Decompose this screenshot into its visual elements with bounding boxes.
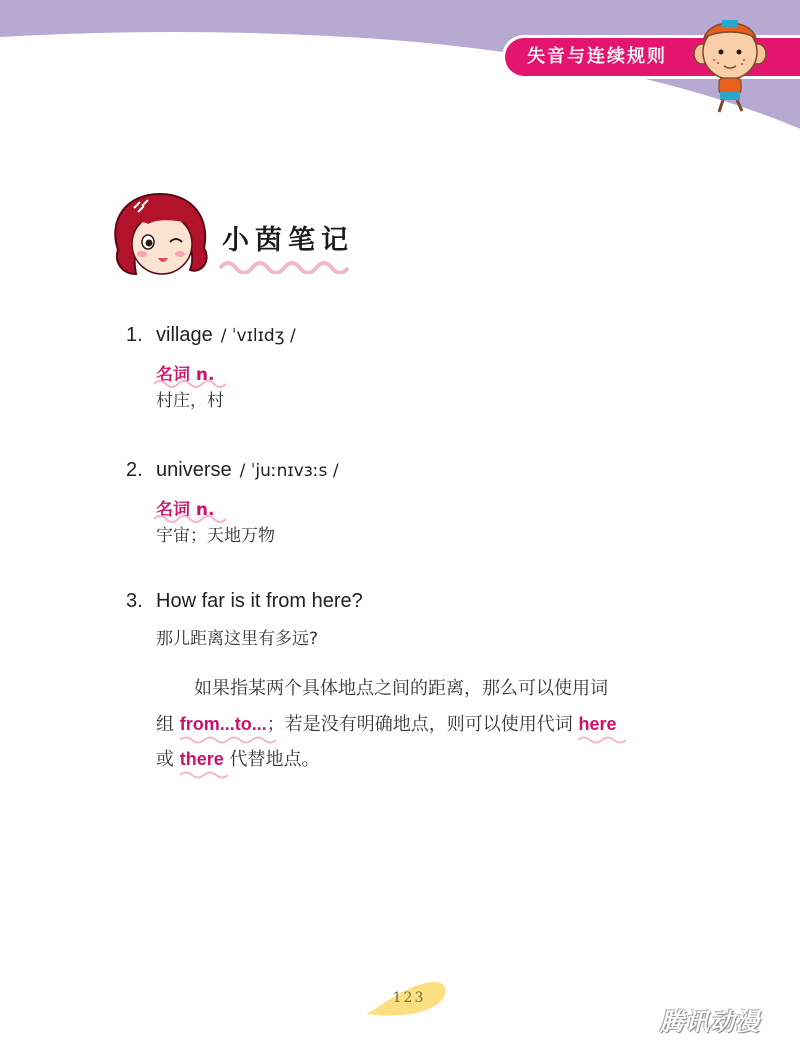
item-phonetic: / ˈjuːnɪvɜːs / <box>239 461 339 481</box>
item-gloss: 那儿距离这里有多远? <box>156 629 319 649</box>
item-word: village <box>156 324 213 346</box>
keyword-wave-decoration <box>576 735 634 744</box>
chapter-title: 失音与连续规则 <box>527 46 667 67</box>
keyword-wave-decoration <box>178 770 238 779</box>
note-heading: 小茵笔记 <box>222 225 354 256</box>
item-word: universe <box>156 459 232 481</box>
explanation-line-2 <box>156 710 696 736</box>
heading-wave-decoration <box>218 256 350 274</box>
phrase-item-how-far <box>126 590 363 613</box>
keyword-there: there <box>179 749 224 769</box>
vocab-item-village <box>126 324 296 347</box>
boy-mascot-icon <box>692 14 768 114</box>
part-of-speech: 名词 n. <box>156 365 215 385</box>
keyword-here: here <box>578 714 617 734</box>
part-of-speech: 名词 n. <box>156 500 215 520</box>
explanation-line-1: 如果指某两个具体地点之间的距离，那么可以使用词 <box>194 678 608 699</box>
watermark: 腾讯动漫 <box>660 1008 760 1036</box>
keyword-from-to: from...to... <box>179 714 267 734</box>
explanation-text: ；若是没有明确地点，则可以使用代词 <box>266 714 579 735</box>
item-number: 2. <box>126 459 143 481</box>
item-phrase: How far is it from here? <box>156 590 363 612</box>
item-phonetic: / ˈvɪlɪdʒ / <box>220 326 296 346</box>
vocab-item-universe <box>126 459 339 482</box>
item-gloss: 村庄，村 <box>156 391 224 411</box>
keyword-wave-decoration <box>178 735 278 744</box>
explanation-line-3 <box>156 745 696 771</box>
explanation-text: 代替地点。 <box>223 749 320 770</box>
girl-avatar-icon <box>108 190 218 282</box>
page-number: 123 <box>392 990 426 1006</box>
explanation-text: 组 <box>156 714 180 735</box>
explanation-text: 或 <box>156 749 180 770</box>
item-number: 3. <box>126 590 143 612</box>
item-gloss: 宇宙；天地万物 <box>156 526 275 546</box>
item-number: 1. <box>126 324 143 346</box>
